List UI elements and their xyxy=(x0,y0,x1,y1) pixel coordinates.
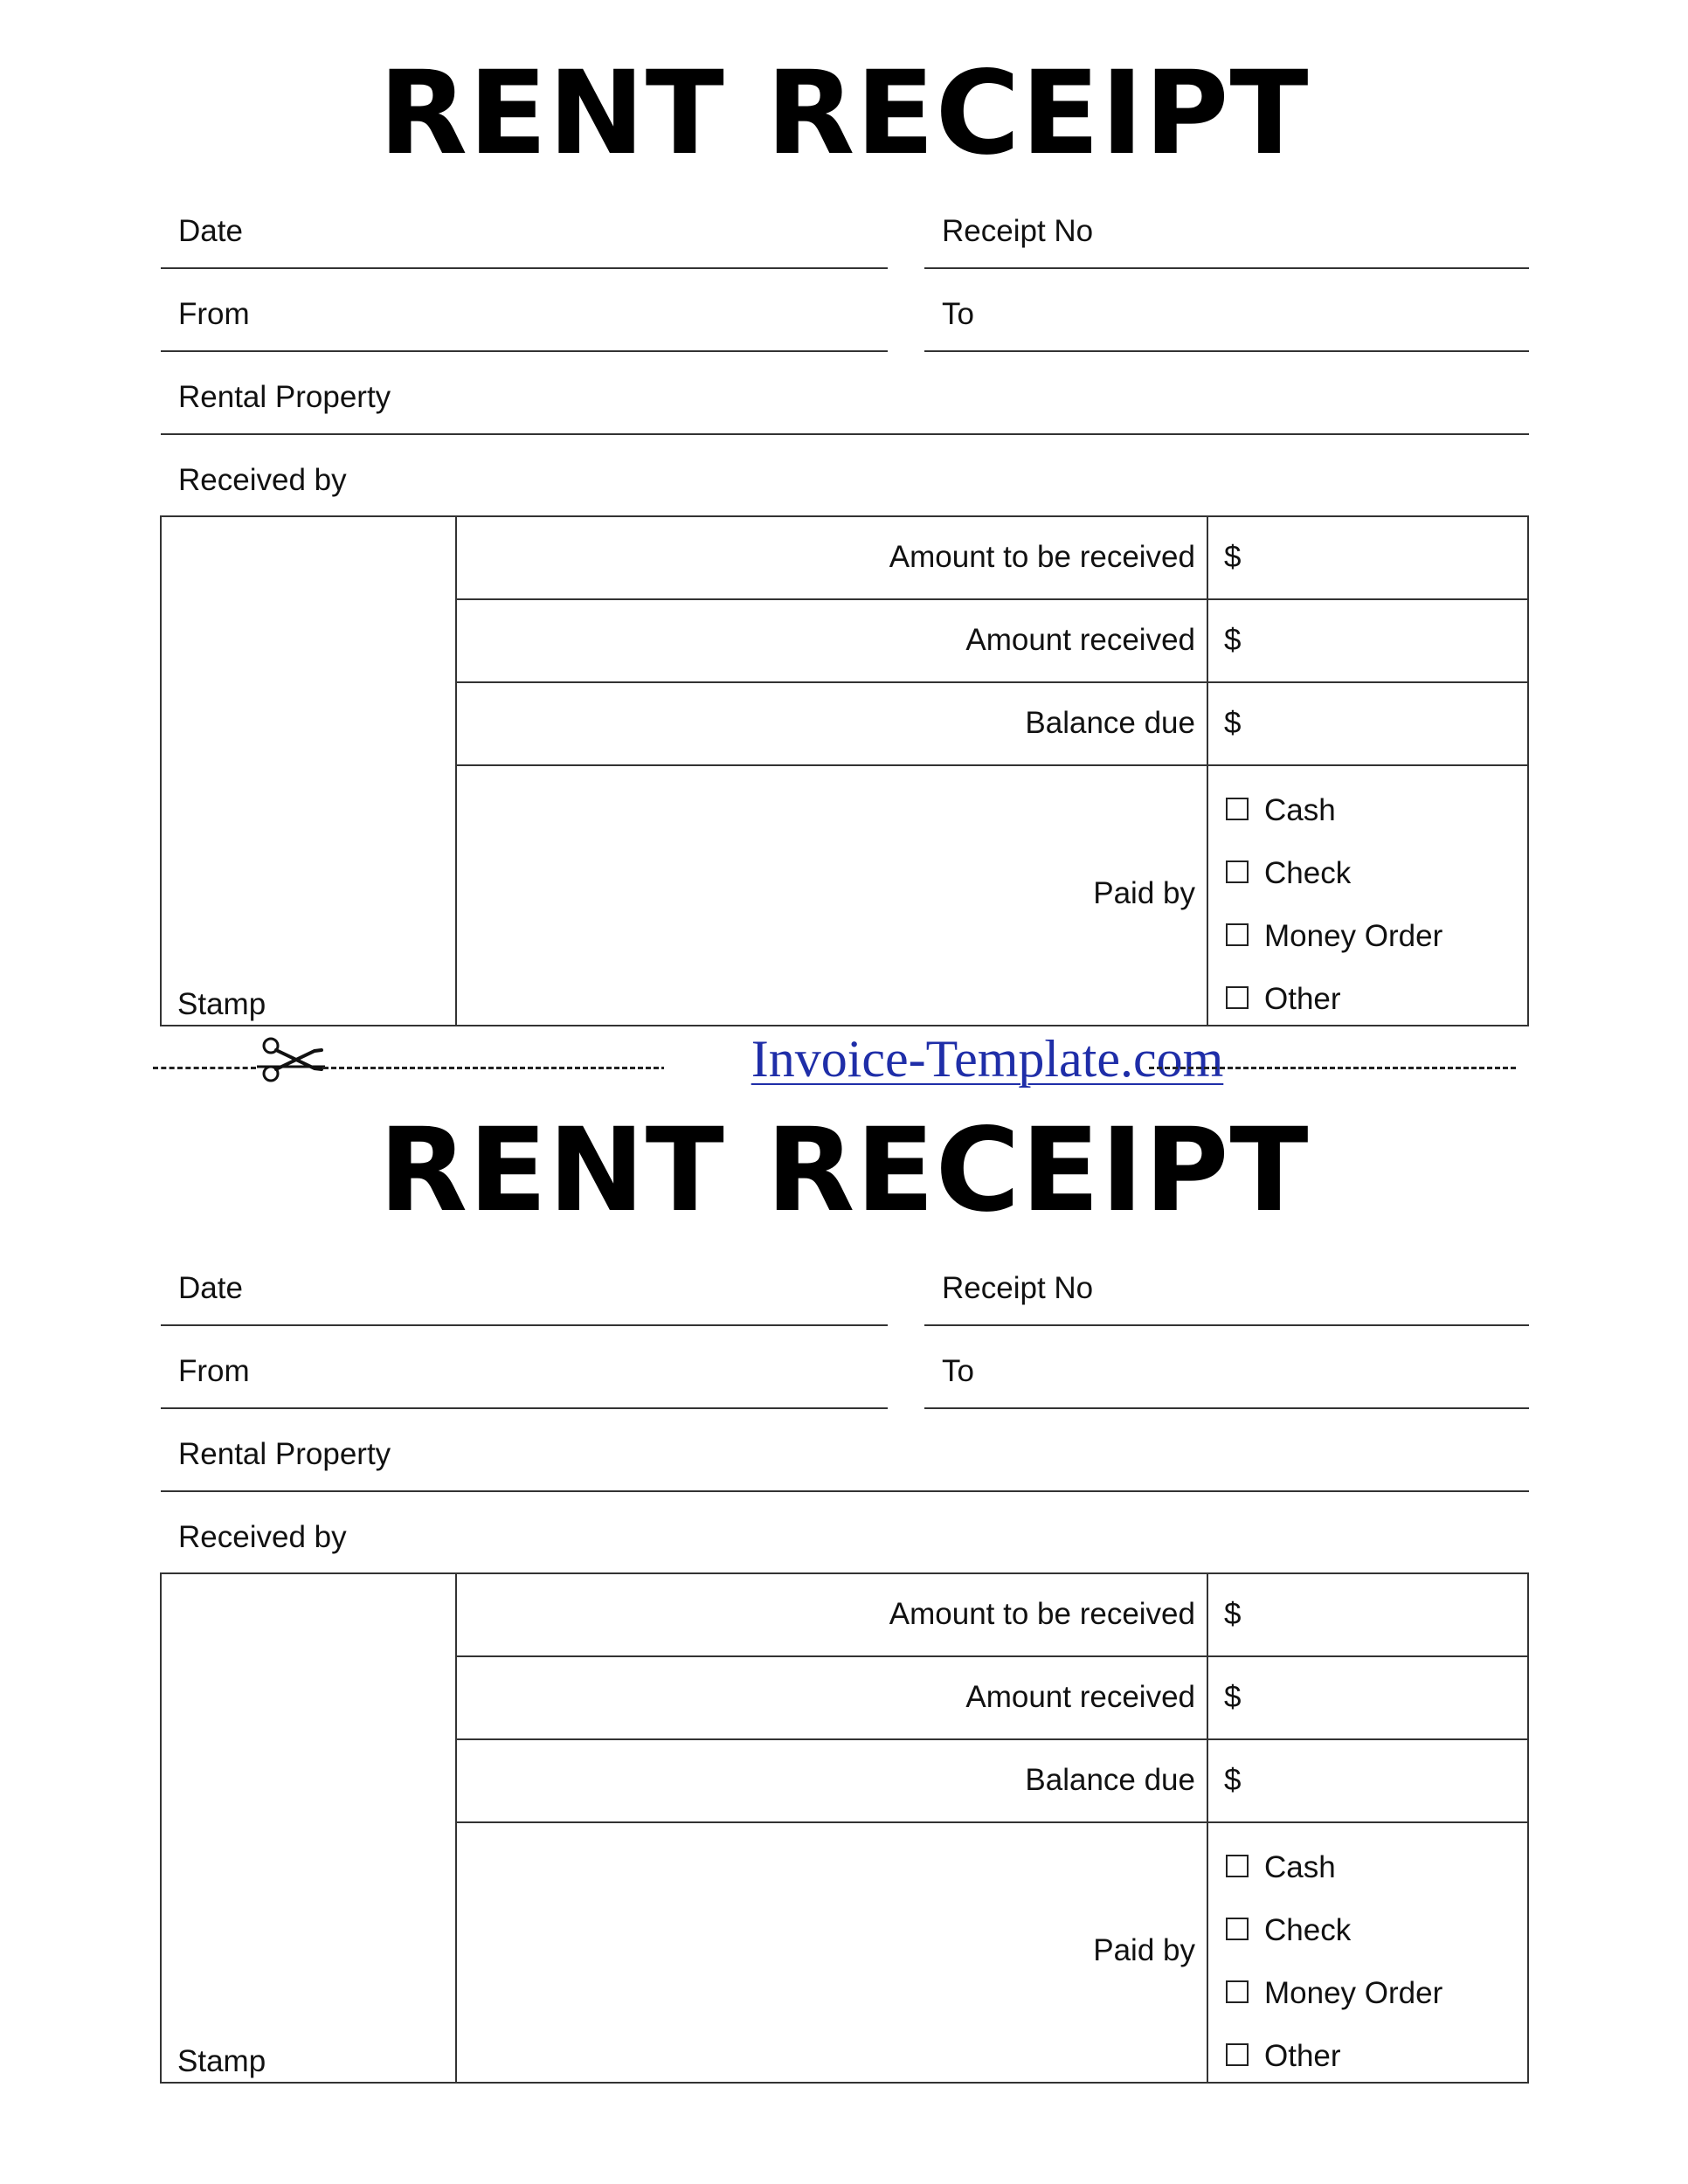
amount-to-be-received-label: Amount to be received xyxy=(889,1597,1195,1631)
paid-by-row xyxy=(457,1823,1527,2082)
rental-property-label: Rental Property xyxy=(178,380,391,414)
payment-option-label: Money Order xyxy=(1264,919,1443,953)
rent-receipt-bottom xyxy=(0,1057,1688,2114)
checkbox-icon[interactable] xyxy=(1226,860,1249,883)
currency-symbol: $ xyxy=(1224,706,1242,740)
payment-option-label: Cash xyxy=(1264,793,1336,827)
date-field[interactable] xyxy=(161,190,888,269)
amount-received-input[interactable] xyxy=(1207,1657,1527,1738)
date-field[interactable] xyxy=(161,1248,888,1326)
balance-due-row xyxy=(457,683,1527,766)
received-by-field[interactable] xyxy=(161,439,1529,518)
balance-due-input[interactable] xyxy=(1207,683,1527,764)
date-label: Date xyxy=(178,1271,243,1305)
balance-due-label: Balance due xyxy=(1025,1763,1195,1797)
to-field[interactable] xyxy=(924,1330,1529,1409)
amount-received-label: Amount received xyxy=(965,1680,1195,1714)
amount-received-label: Amount received xyxy=(965,623,1195,657)
checkbox-icon[interactable] xyxy=(1226,2043,1249,2066)
stamp-area[interactable] xyxy=(162,517,457,1025)
amount-to-be-received-row xyxy=(457,517,1527,600)
paid-by-label: Paid by xyxy=(1093,876,1195,910)
currency-symbol: $ xyxy=(1224,1680,1242,1714)
currency-symbol: $ xyxy=(1224,1597,1242,1631)
to-label: To xyxy=(942,297,974,331)
payment-table xyxy=(160,1572,1529,2084)
invoice-template-link[interactable]: Invoice-Template.com xyxy=(664,1026,1311,1092)
currency-symbol: $ xyxy=(1224,623,1242,657)
paid-by-row xyxy=(457,766,1527,1025)
receipt-title: RENT RECEIPT xyxy=(378,46,1310,181)
amount-received-row xyxy=(457,1657,1527,1740)
balance-due-row xyxy=(457,1740,1527,1823)
received-by-label: Received by xyxy=(178,1520,347,1554)
payment-options xyxy=(1207,766,1527,1025)
amount-to-be-received-input[interactable] xyxy=(1207,1574,1527,1655)
to-field[interactable] xyxy=(924,273,1529,352)
currency-symbol: $ xyxy=(1224,540,1242,574)
date-label: Date xyxy=(178,214,243,248)
payment-option-label: Other xyxy=(1264,2039,1341,2073)
amount-received-row xyxy=(457,600,1527,683)
rental-property-label: Rental Property xyxy=(178,1437,391,1471)
amount-to-be-received-input[interactable] xyxy=(1207,517,1527,598)
checkbox-icon[interactable] xyxy=(1226,1980,1249,2003)
amount-to-be-received-label: Amount to be received xyxy=(889,540,1195,574)
receipt-no-field[interactable] xyxy=(924,190,1529,269)
from-label: From xyxy=(178,1354,250,1388)
stamp-area[interactable] xyxy=(162,1574,457,2082)
receipt-no-label: Receipt No xyxy=(942,214,1094,248)
rental-property-field[interactable] xyxy=(161,356,1529,435)
balance-due-input[interactable] xyxy=(1207,1740,1527,1821)
from-field[interactable] xyxy=(161,1330,888,1409)
receipt-title: RENT RECEIPT xyxy=(378,1103,1310,1238)
payment-option-label: Cash xyxy=(1264,1850,1336,1884)
checkbox-icon[interactable] xyxy=(1226,923,1249,946)
currency-symbol: $ xyxy=(1224,1763,1242,1797)
checkbox-icon[interactable] xyxy=(1226,986,1249,1009)
payment-option-label: Check xyxy=(1264,1913,1352,1947)
from-label: From xyxy=(178,297,250,331)
payment-option-label: Money Order xyxy=(1264,1976,1443,2010)
paid-by-label: Paid by xyxy=(1093,1933,1195,1967)
checkbox-icon[interactable] xyxy=(1226,798,1249,820)
payment-table xyxy=(160,515,1529,1026)
amount-received-input[interactable] xyxy=(1207,600,1527,681)
checkbox-icon[interactable] xyxy=(1226,1918,1249,1940)
received-by-field[interactable] xyxy=(161,1496,1529,1575)
amount-to-be-received-row xyxy=(457,1574,1527,1657)
checkbox-icon[interactable] xyxy=(1226,1855,1249,1877)
receipt-no-field[interactable] xyxy=(924,1248,1529,1326)
from-field[interactable] xyxy=(161,273,888,352)
payment-option-label: Other xyxy=(1264,982,1341,1016)
received-by-label: Received by xyxy=(178,463,347,497)
stamp-label: Stamp xyxy=(177,987,266,1021)
rent-receipt-top xyxy=(0,0,1688,1057)
to-label: To xyxy=(942,1354,974,1388)
receipt-no-label: Receipt No xyxy=(942,1271,1094,1305)
balance-due-label: Balance due xyxy=(1025,706,1195,740)
payment-options xyxy=(1207,1823,1527,2082)
payment-option-label: Check xyxy=(1264,856,1352,890)
stamp-label: Stamp xyxy=(177,2044,266,2078)
rental-property-field[interactable] xyxy=(161,1413,1529,1492)
